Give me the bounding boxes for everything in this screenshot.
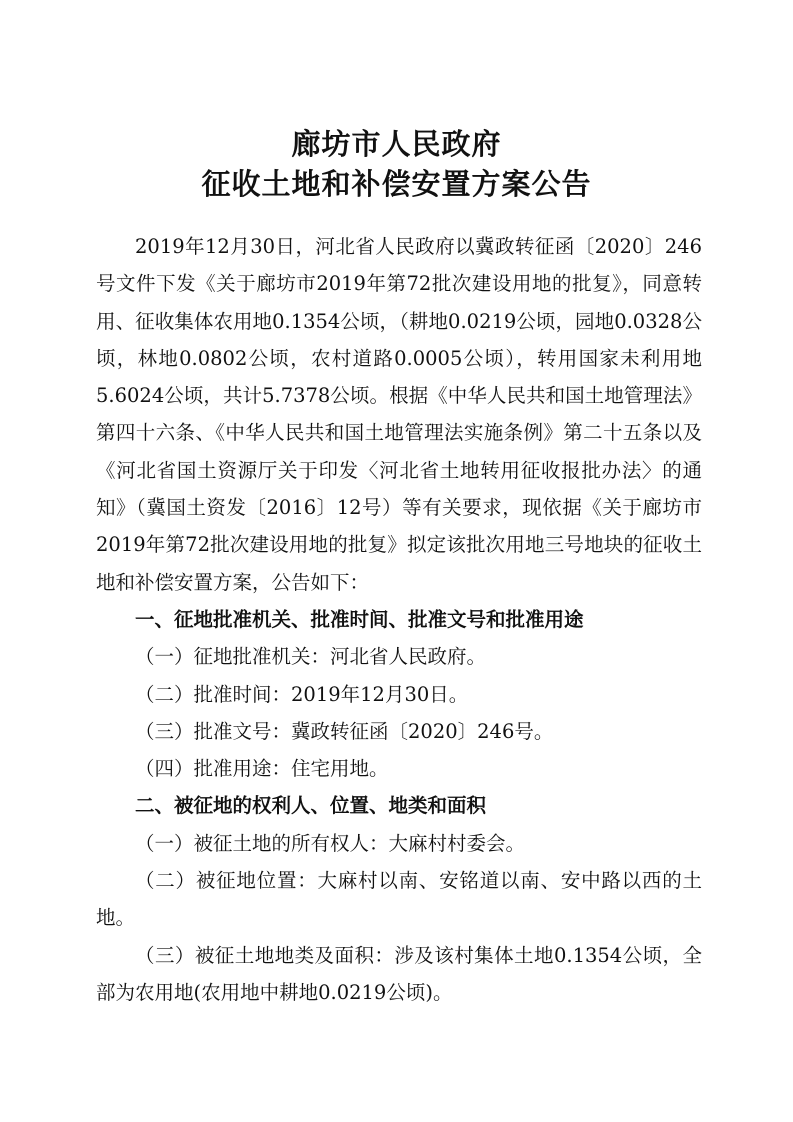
section-1-item-3: （三）批准文号：冀政转征函〔2020〕246号。 — [135, 719, 554, 743]
intro-paragraph: 2019年12月30日，河北省人民政府以冀政转征函〔2020〕246号文件下发《关于廊坊市2019年第72批次建设用地的批复》，同意转用、征收集体农用地0.1354公顷，（耕地0.0219公顷，园地0.0328公顷，林地0.0802公顷，农村道路0.0005公顷），转用国家未利用地5.6024公顷，共计5.7378公顷。根据《中华人民共和国土地管理法》第四十六条、《中华人民共和国土地管理法实施条例》第二十五条以及《河北省国土资源厅关于印发〈河北省土地转用征收报批办法〉的通知》（冀国土资发〔2016〕12号）等有关要求，现依据《关于廊坊市2019年第72批次建设用地的批复》拟定该批次用地三号地块的征收土地和补偿安置方案，公告如下： — [96, 235, 702, 594]
section-1-item-2: （二）批准时间：2019年12月30日。 — [135, 682, 469, 706]
document-body — [96, 228, 702, 1011]
section-1-heading: 一、征地批准机关、批准时间、批准文号和批准用途 — [135, 607, 584, 631]
section-1-item-4: （四）批准用途：住宅用地。 — [135, 757, 389, 781]
document-title-subject: 征收土地和补偿安置方案公告 — [201, 167, 592, 201]
section-2-item-2: （二）被征地位置：大麻村以南、安铭道以南、安中路以西的土地。 — [96, 869, 702, 930]
section-2-item-3: （三）被征土地地类及面积：涉及该村集体土地0.1354公顷，全部为农用地(农用地中耕地0.0219公顷)。 — [96, 943, 702, 1004]
document-title-issuer: 廊坊市人民政府 — [291, 127, 502, 161]
section-2-heading: 二、被征地的权利人、位置、地类和面积 — [135, 794, 487, 818]
section-1-item-1: （一）征地批准机关：河北省人民政府。 — [135, 645, 487, 669]
section-2-item-1: （一）被征土地的所有权人：大麻村村委会。 — [135, 831, 526, 855]
